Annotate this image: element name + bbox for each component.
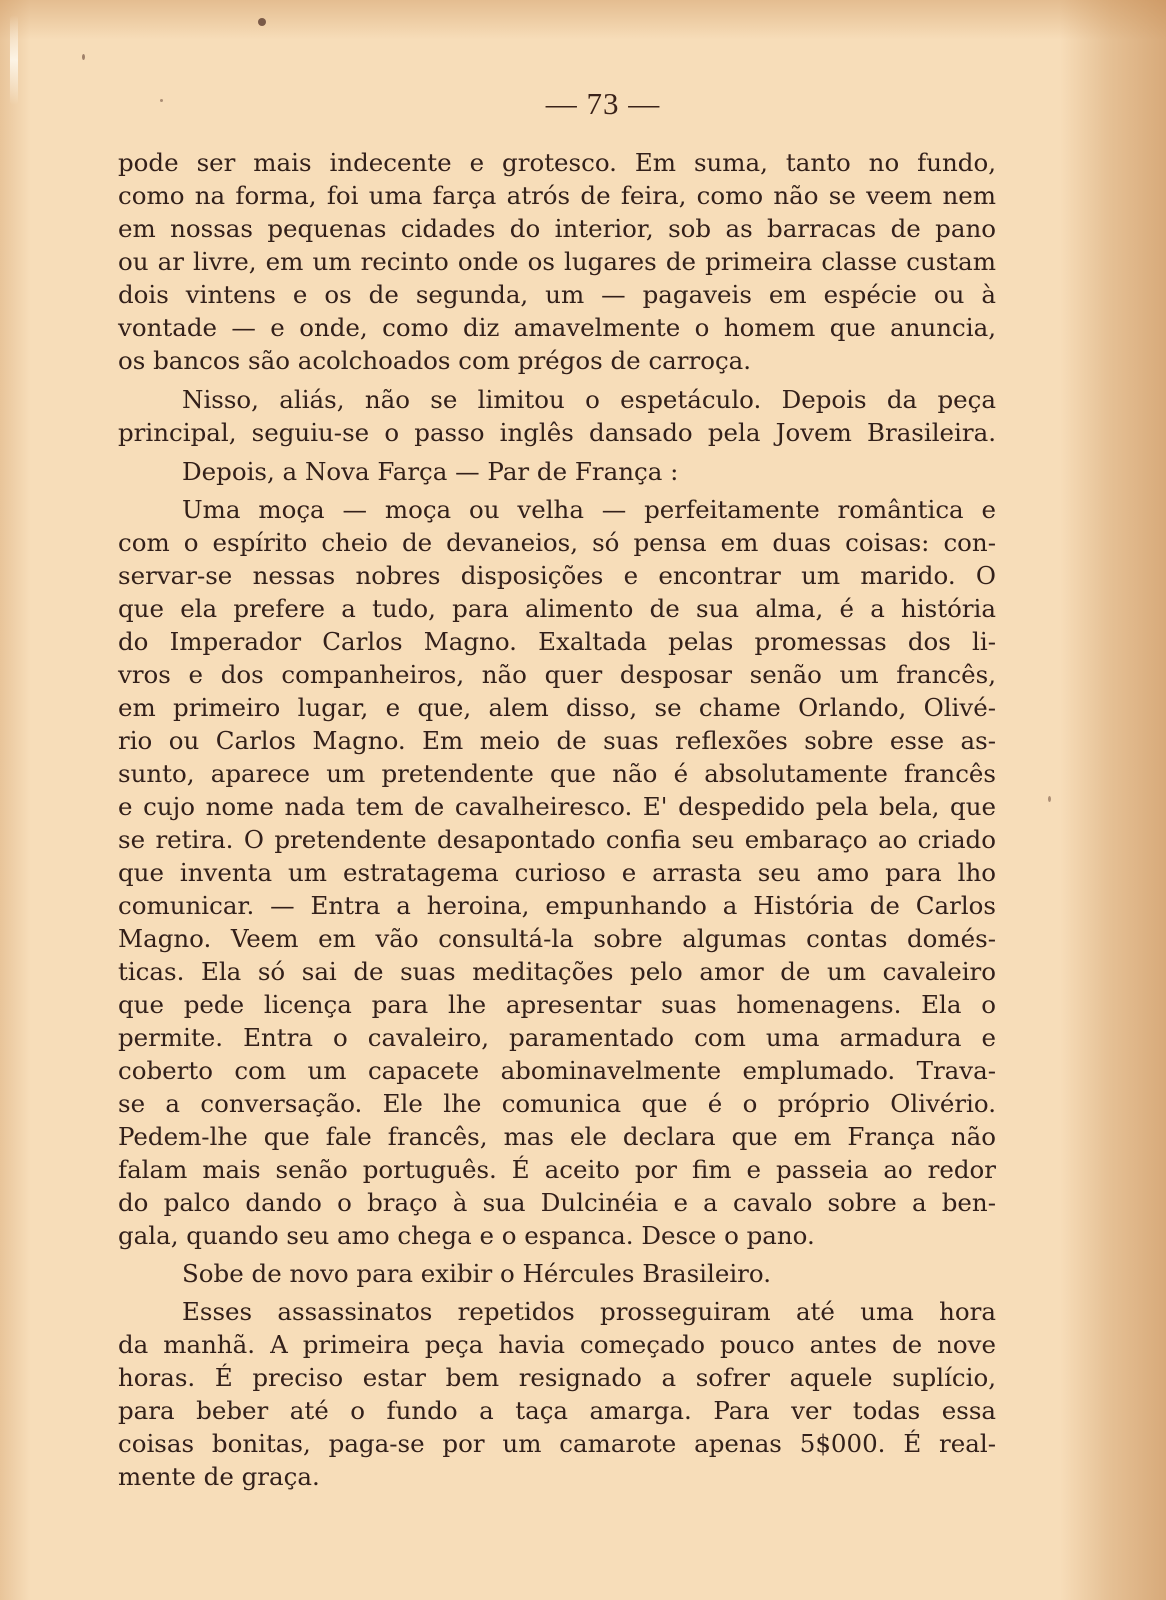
text-line: em primeiro lugar, e que, alem disso, se chame Orlando, Olivé-: [118, 693, 996, 722]
text-line: permite. Entra o cavaleiro, paramentado com uma armadura e: [118, 1023, 996, 1052]
text-line: se retira. O pretendente desapontado confia seu embaraço ao criado: [118, 825, 996, 854]
text-line: ticas. Ela só sai de suas meditações pelo amor de um cavaleiro: [118, 957, 996, 986]
text-line: os bancos são acolchoados com prégos de carroça.: [118, 346, 752, 375]
text-line: Pedem-lhe que fale francês, mas ele declara que em França não: [118, 1122, 996, 1151]
text-line: que pede licença para lhe apresentar suas homenagens. Ela o: [118, 990, 996, 1019]
text-line: do Imperador Carlos Magno. Exaltada pelas promessas dos li-: [118, 627, 996, 656]
text-line: rio ou Carlos Magno. Em meio de suas reflexões sobre esse as-: [118, 726, 996, 755]
text-line: que inventa um estratagema curioso e arrasta seu amo para lho: [118, 858, 996, 887]
text-line: vontade — e onde, como diz amavelmente o homem que anuncia,: [118, 313, 996, 342]
text-line: se a conversação. Ele lhe comunica que é o próprio Olivério.: [118, 1089, 996, 1118]
text-line: Sobe de novo para exibir o Hércules Brasileiro.: [182, 1259, 771, 1288]
text-line: falam mais senão português. É aceito por fim e passeia ao redor: [118, 1155, 996, 1184]
text-line: com o espírito cheio de devaneios, só pensa em duas coisas: con-: [118, 528, 996, 557]
text-line: ou ar livre, em um recinto onde os lugares de primeira classe custam: [118, 247, 996, 276]
ink-spot: [82, 54, 85, 60]
text-line: Uma moça — moça ou velha — perfeitamente romântica e: [182, 495, 996, 524]
text-line: servar-se nessas nobres disposições e encontrar um marido. O: [118, 561, 996, 590]
ink-spot: [258, 18, 266, 26]
text-line: pode ser mais indecente e grotesco. Em suma, tanto no fundo,: [118, 148, 996, 177]
text-line: que ela prefere a tudo, para alimento de sua alma, é a história: [118, 594, 996, 623]
text-line: como na forma, foi uma farça atrós de feira, como não se veem nem: [118, 181, 996, 210]
text-line: em nossas pequenas cidades do interior, sob as barracas de pano: [118, 214, 996, 243]
text-line: Nisso, aliás, não se limitou o espetáculo. Depois da peça: [182, 385, 996, 414]
text-line: mente de graça.: [118, 1462, 320, 1491]
text-line: para beber até o fundo a taça amarga. Para ver todas essa: [118, 1396, 996, 1425]
text-line: Depois, a Nova Farça — Par de França :: [182, 457, 679, 486]
text-line: gala, quando seu amo chega e o espanca. Desce o pano.: [118, 1221, 815, 1250]
text-line: da manhã. A primeira peça havia começado pouco antes de nove: [118, 1330, 996, 1359]
text-line: dois vintens e os de segunda, um — pagaveis em espécie ou à: [118, 280, 996, 309]
text-line: coisas bonitas, paga-se por um camarote apenas 5$000. É real-: [118, 1429, 996, 1458]
text-line: principal, seguiu-se o passo inglês dansado pela Jovem Brasileira.: [118, 418, 996, 447]
text-line: sunto, aparece um pretendente que não é absolutamente francês: [118, 759, 996, 788]
text-line: horas. É preciso estar bem resignado a sofrer aquele suplício,: [118, 1363, 996, 1392]
text-line: Magno. Veem em vão consultá-la sobre algumas contas domés-: [118, 924, 996, 953]
page-number: — 73 —: [545, 86, 661, 121]
text-line: do palco dando o braço à sua Dulcinéia e a cavalo sobre a ben-: [118, 1188, 996, 1217]
text-line: e cujo nome nada tem de cavalheiresco. E' despedido pela bela, que: [118, 792, 996, 821]
text-line: comunicar. — Entra a heroina, empunhando a História de Carlos: [118, 891, 996, 920]
text-line: Esses assassinatos repetidos prosseguiram até uma hora: [182, 1297, 996, 1326]
text-line: coberto com um capacete abominavelmente emplumado. Trava-: [118, 1056, 996, 1085]
text-line: vros e dos companheiros, não quer desposar senão um francês,: [118, 660, 996, 689]
ink-spot: [1048, 796, 1051, 802]
